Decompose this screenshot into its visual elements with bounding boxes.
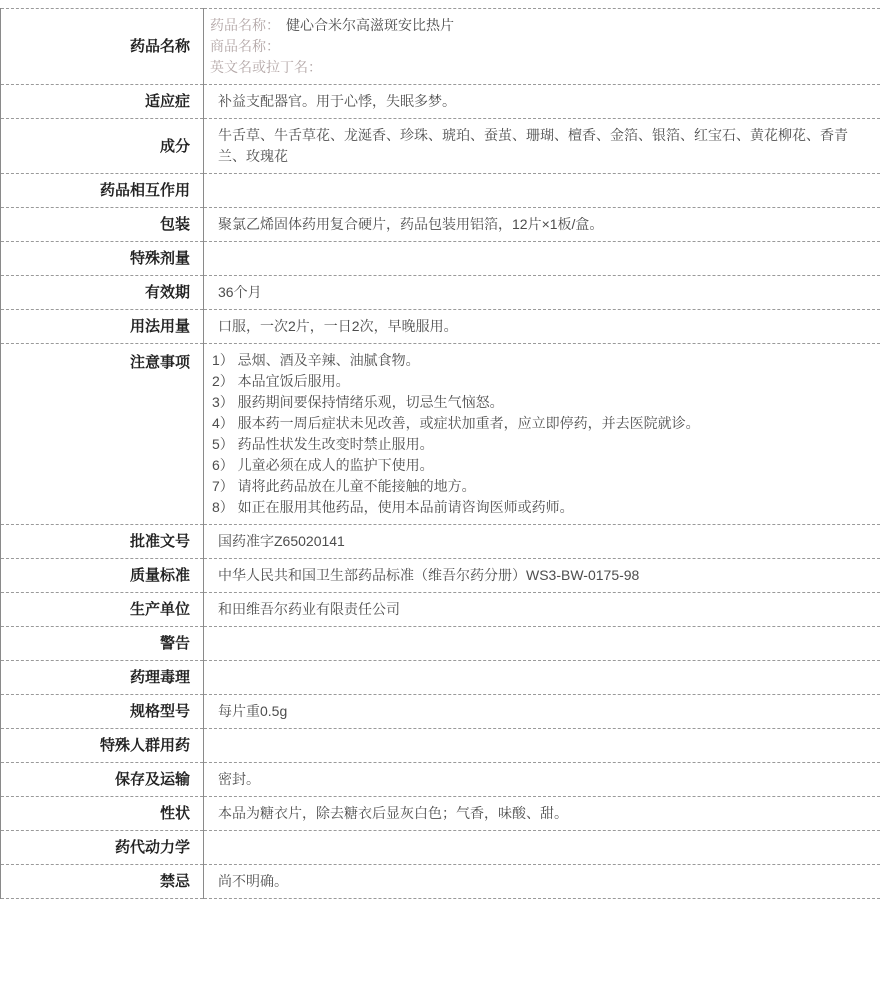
drug-name-line [210, 15, 872, 36]
row-value: 牛舌草、牛舌草花、龙涎香、珍珠、琥珀、蚕茧、珊瑚、檀香、金箔、银箔、红宝石、黄花柳花、香青兰、玫瑰花 [218, 127, 848, 164]
row-value: 密封。 [218, 771, 260, 787]
table-row-quality-standard [1, 559, 880, 593]
row-label-drug-name: 药品名称 [1, 9, 204, 85]
row-label: 特殊剂量 [1, 242, 204, 276]
table-row-approval-number [1, 525, 880, 559]
table-row-precautions [1, 344, 880, 525]
table-row-specification [1, 695, 880, 729]
precaution-item: 7） 请将此药品放在儿童不能接触的地方。 [212, 478, 476, 494]
row-label: 规格型号 [1, 695, 204, 729]
table-row-ingredients [1, 119, 880, 174]
row-label: 用法用量 [1, 310, 204, 344]
trade-name-prefix: 商品名称： [210, 38, 280, 54]
table-row-pharmacokinetics [1, 831, 880, 865]
row-label: 禁忌 [1, 865, 204, 899]
row-label: 有效期 [1, 276, 204, 310]
table-row-special-dosage [1, 242, 880, 276]
row-value: 国药准字Z65020141 [218, 533, 345, 549]
table-row-special-populations [1, 729, 880, 763]
row-value [204, 174, 880, 208]
table-row-warning [1, 627, 880, 661]
row-label: 性状 [1, 797, 204, 831]
row-value: 每片重0.5g [218, 703, 288, 719]
drug-name-value: 健心合米尔高滋斑安比热片 [286, 17, 454, 33]
table-row-shelf-life [1, 276, 880, 310]
table-row-interactions [1, 174, 880, 208]
row-value: 补益支配器官。用于心悸，失眠多梦。 [218, 93, 456, 109]
table-row-manufacturer [1, 593, 880, 627]
row-label: 药代动力学 [1, 831, 204, 865]
precaution-item: 6） 儿童必须在成人的监护下使用。 [212, 457, 434, 473]
row-label: 批准文号 [1, 525, 204, 559]
row-label: 质量标准 [1, 559, 204, 593]
english-name-line [210, 57, 872, 78]
precaution-item: 3） 服药期间要保持情绪乐观，切忌生气恼怒。 [212, 394, 504, 410]
precaution-item: 5） 药品性状发生改变时禁止服用。 [212, 436, 434, 452]
row-value [204, 729, 880, 763]
precaution-item: 8） 如正在服用其他药品，使用本品前请咨询医师或药师。 [212, 499, 574, 515]
row-value: 口服，一次2片，一日2次，早晚服用。 [218, 318, 458, 334]
table-row-drug-name [1, 9, 880, 85]
row-value: 聚氯乙烯固体药用复合硬片，药品包装用铝箔，12片×1板/盒。 [218, 216, 604, 232]
row-label: 成分 [1, 119, 204, 174]
row-value [204, 831, 880, 865]
row-value [204, 627, 880, 661]
row-label: 生产单位 [1, 593, 204, 627]
row-value: 尚不明确。 [218, 873, 288, 889]
table-row-dosage-usage [1, 310, 880, 344]
table-row-pharmacology [1, 661, 880, 695]
table-row-packaging [1, 208, 880, 242]
english-name-prefix: 英文名或拉丁名： [210, 59, 322, 75]
drug-info-table [0, 8, 880, 899]
table-row-indications [1, 85, 880, 119]
row-value: 36个月 [218, 284, 262, 300]
drug-name-prefix: 药品名称： [210, 17, 280, 33]
row-label: 药理毒理 [1, 661, 204, 695]
row-label: 药品相互作用 [1, 174, 204, 208]
precaution-item: 4） 服本药一周后症状未见改善，或症状加重者，应立即停药，并去医院就诊。 [212, 415, 700, 431]
precaution-item: 2） 本品宜饭后服用。 [212, 373, 350, 389]
row-label: 适应症 [1, 85, 204, 119]
row-label: 注意事项 [1, 344, 204, 525]
row-value-drug-name [204, 9, 880, 85]
table-row-appearance [1, 797, 880, 831]
row-label: 特殊人群用药 [1, 729, 204, 763]
row-value-precautions [204, 344, 880, 525]
row-value: 和田维吾尔药业有限责任公司 [218, 601, 400, 617]
row-value [204, 242, 880, 276]
row-label: 警告 [1, 627, 204, 661]
row-value [204, 661, 880, 695]
table-row-storage-transport [1, 763, 880, 797]
row-label: 包装 [1, 208, 204, 242]
trade-name-line [210, 36, 872, 57]
precaution-item: 1） 忌烟、酒及辛辣、油腻食物。 [212, 352, 420, 368]
row-value: 本品为糖衣片，除去糖衣后显灰白色；气香，味酸、甜。 [218, 805, 568, 821]
row-label: 保存及运输 [1, 763, 204, 797]
table-row-contraindications [1, 865, 880, 899]
row-value: 中华人民共和国卫生部药品标准（维吾尔药分册）WS3-BW-0175-98 [218, 567, 640, 583]
